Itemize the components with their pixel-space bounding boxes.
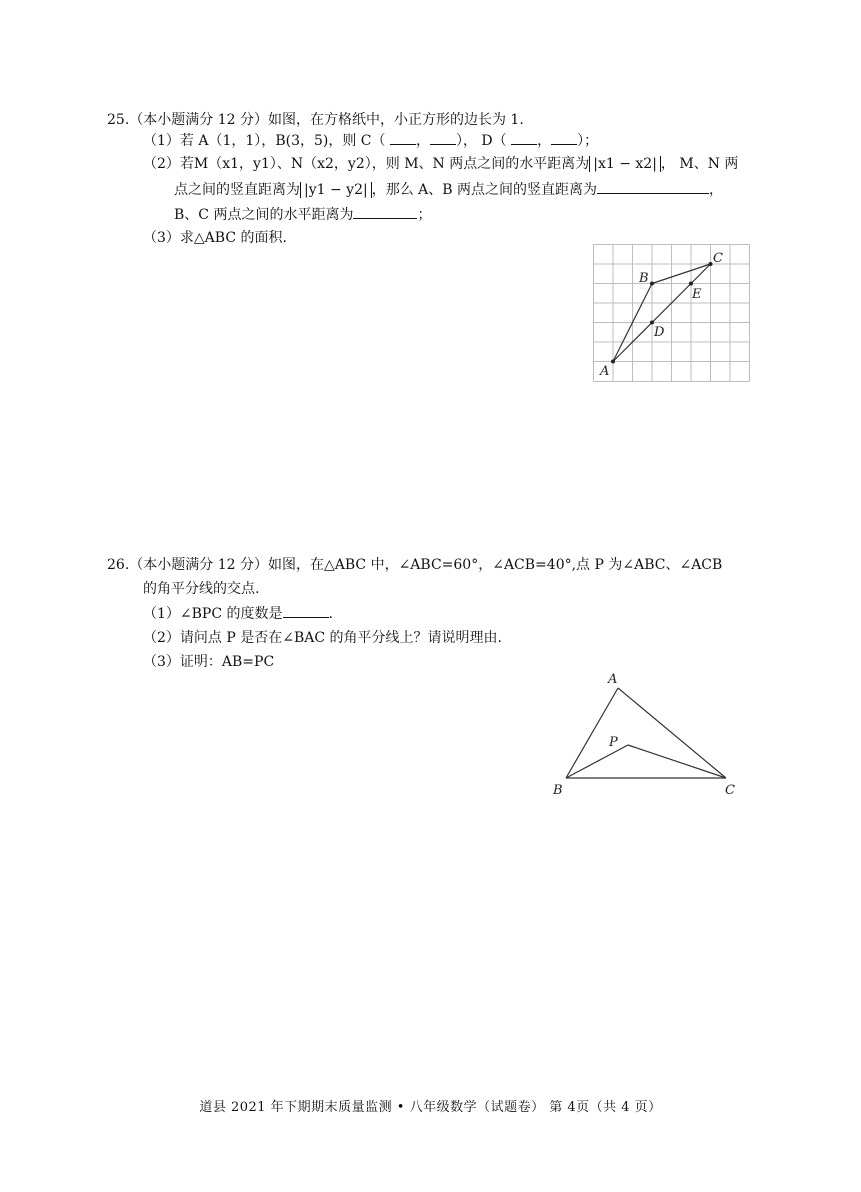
q26-part3: （3）证明：AB=PC — [143, 654, 275, 670]
grid-lines — [594, 245, 750, 382]
q25-part2-line1 — [143, 154, 738, 174]
triangle-abc — [613, 264, 711, 362]
q26-line1-text: （本小题满分 12 分）如图，在△ABC 中，∠ABC=60°，∠ACB=40°,点 P 为∠ABC、∠ACB — [129, 557, 723, 573]
q25-p2-line3-text: B、C 两点之间的水平距离为 — [174, 207, 354, 223]
answer-blank[interactable] — [430, 131, 456, 145]
answer-blank[interactable] — [353, 205, 417, 219]
q25-part2-line3 — [174, 205, 431, 225]
point-d — [650, 321, 654, 325]
q25-p2-line3-end: ； — [417, 207, 432, 223]
answer-blank[interactable] — [511, 131, 537, 145]
label-b: B — [639, 271, 649, 286]
q25-p2-mn-text: M（x1，y1）、N（x2，y2），则 M、N 两点之间的水平距离为 — [193, 156, 590, 172]
q25-p2-line2-mid: ，那么 A、B 两点之间的竖直距离为 — [371, 182, 598, 198]
q25-header — [107, 110, 524, 130]
answer-blank[interactable] — [390, 131, 416, 145]
side-ac — [618, 688, 726, 778]
q25-p1-point-d: D（ — [481, 133, 507, 149]
q26-line2: 的角平分线的交点. — [143, 581, 260, 597]
q25-grid-figure — [585, 240, 755, 385]
q25-p1-point-b: B(3，5)，则 — [275, 133, 357, 149]
segment-pc — [628, 745, 726, 778]
answer-blank[interactable] — [597, 180, 709, 194]
q25-header-text: （本小题满分 12 分）如图，在方格纸中，小正方形的边长为 1. — [129, 112, 524, 128]
label-a: A — [608, 672, 618, 687]
point-b — [650, 282, 654, 286]
q25-part1 — [143, 131, 598, 151]
q25-p1-comma: ， — [415, 133, 430, 149]
q26-line1 — [107, 555, 722, 575]
q25-p2-line2-end: ， — [709, 182, 724, 198]
q25-p2-tail: ， M、N 两 — [660, 156, 739, 172]
page-footer: 道县 2021 年下期期末质量监测 • 八年级数学（试题卷） 第 4页（共 4 页） — [199, 1100, 662, 1115]
abs-x-difference: |x1 − x2| — [589, 156, 661, 172]
q26-part2: （2）请问点 P 是否在∠BAC 的角平分线上？请说明理由. — [143, 630, 502, 646]
q25-p1-comma: ， — [537, 133, 552, 149]
q26-part1 — [143, 604, 333, 624]
q25-p1-end: ）； — [577, 133, 599, 149]
q26-number: 26. — [107, 557, 130, 573]
label-b: B — [553, 783, 563, 798]
label-a: A — [600, 364, 610, 379]
q26-p1-text: （1）∠BPC 的度数是 — [143, 606, 283, 622]
q26-triangle-figure — [545, 668, 745, 803]
q25-p2-line2-prefix: 点之间的竖直距离为 — [174, 182, 300, 198]
q25-part3: （3）求△ABC 的面积. — [143, 230, 287, 246]
q25-part2-line2 — [174, 180, 723, 200]
label-c: C — [725, 783, 735, 798]
label-e: E — [692, 287, 702, 302]
label-d: D — [654, 325, 665, 340]
label-p: P — [609, 735, 618, 750]
abs-y-difference: |y1 − y2| — [300, 182, 372, 198]
q26-p1-end: . — [328, 606, 333, 622]
answer-blank[interactable] — [551, 131, 577, 145]
point-e — [689, 282, 693, 286]
answer-blank[interactable] — [283, 604, 329, 618]
q25-p1-prefix: （1）若 — [143, 133, 194, 149]
q25-p1-point-c: C（ — [360, 133, 386, 149]
q25-p1-close: ）， — [455, 133, 477, 149]
q25-number: 25. — [107, 112, 130, 128]
q25-p1-point-a: A（1，1）， — [198, 133, 276, 149]
q25-p2-prefix: （2）若 — [143, 156, 194, 172]
point-c — [709, 262, 713, 266]
label-c: C — [713, 251, 723, 266]
point-a — [611, 360, 615, 364]
